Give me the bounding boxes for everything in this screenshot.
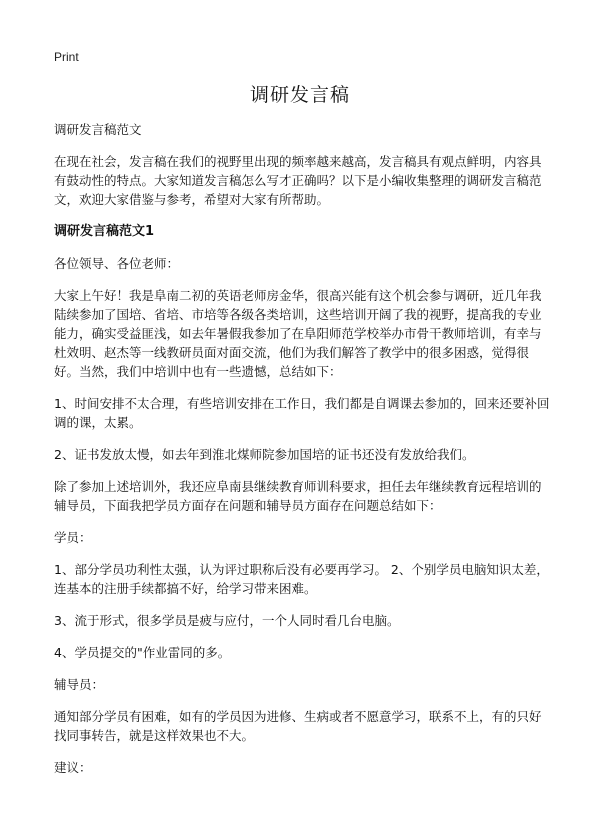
greeting-paragraph: 各位领导、各位老师： — [54, 256, 180, 271]
intro-paragraph: 在现在社会，发言稿在我们的视野里出现的频率越来越高，发言稿具有观点鲜明，内容具有鼓动性的特点。大家知道发言稿怎么写才正确吗？以下是小编收集整理的调研发言稿范文，欢迎大家借鉴与参考，希望对大家有所帮助。 — [54, 154, 542, 207]
body-paragraph: 大家上午好！我是阜南二初的英语老师房金华，很高兴能有这个机会参与调研，近几年我陆续参加了国培、省培、市培等各级各类培训，这些培训开阔了我的视野，提高我的专业能力，确实受益匪浅，如去年暑假我参加了在阜阳师范学校举办市骨干教师培训，有幸与杜效明、赵杰等一线教研员面对面交流，他们为我们解答了教学中的很多困惑，觉得很好。当然，我们中培训中也有一些遗憾，总结如下： — [54, 288, 542, 379]
list-item-certificate: 2、证书发放太慢，如去年到淮北煤师院参加国培的证书还没有发放给我们。 — [54, 447, 475, 462]
suggestions-heading: 建议： — [54, 760, 92, 775]
tutors-heading: 辅导员： — [54, 677, 105, 692]
list-item-homework: 4、学员提交的"作业雷同的多。 — [54, 645, 231, 660]
list-item-students: 1、部分学员功利性太强，认为评过职称后没有必要再学习。 2、个别学员电脑知识太差，连基本的注册手续都搞不好，给学习带来困难。 — [54, 562, 549, 596]
students-heading: 学员： — [54, 530, 92, 545]
tutors-paragraph: 通知部分学员有困难，如有的学员因为进修、生病或者不愿意学习，联系不上，有的只好找同事转告，就是这样效果也不大。 — [54, 709, 542, 743]
document-body — [54, 120, 550, 790]
list-item-formality: 3、流于形式，很多学员是疲与应付，一个人同时看几台电脑。 — [54, 613, 400, 628]
list-item-time: 1、时间安排不太合理，有些培训安排在工作日，我们都是自调课去参加的，回来还要补回调的课，太累。 — [54, 396, 550, 430]
section-heading: 调研发言稿范文1 — [54, 224, 155, 239]
document-subtitle: 调研发言稿范文 — [54, 122, 142, 137]
print-label: Print — [54, 50, 79, 64]
document-title: 调研发言稿 — [249, 84, 350, 106]
body-paragraph: 除了参加上述培训外，我还应阜南县继续教育师训科要求，担任去年继续教育远程培训的辅导员，下面我把学员方面存在问题和辅导员方面存在问题总结如下： — [54, 479, 542, 513]
